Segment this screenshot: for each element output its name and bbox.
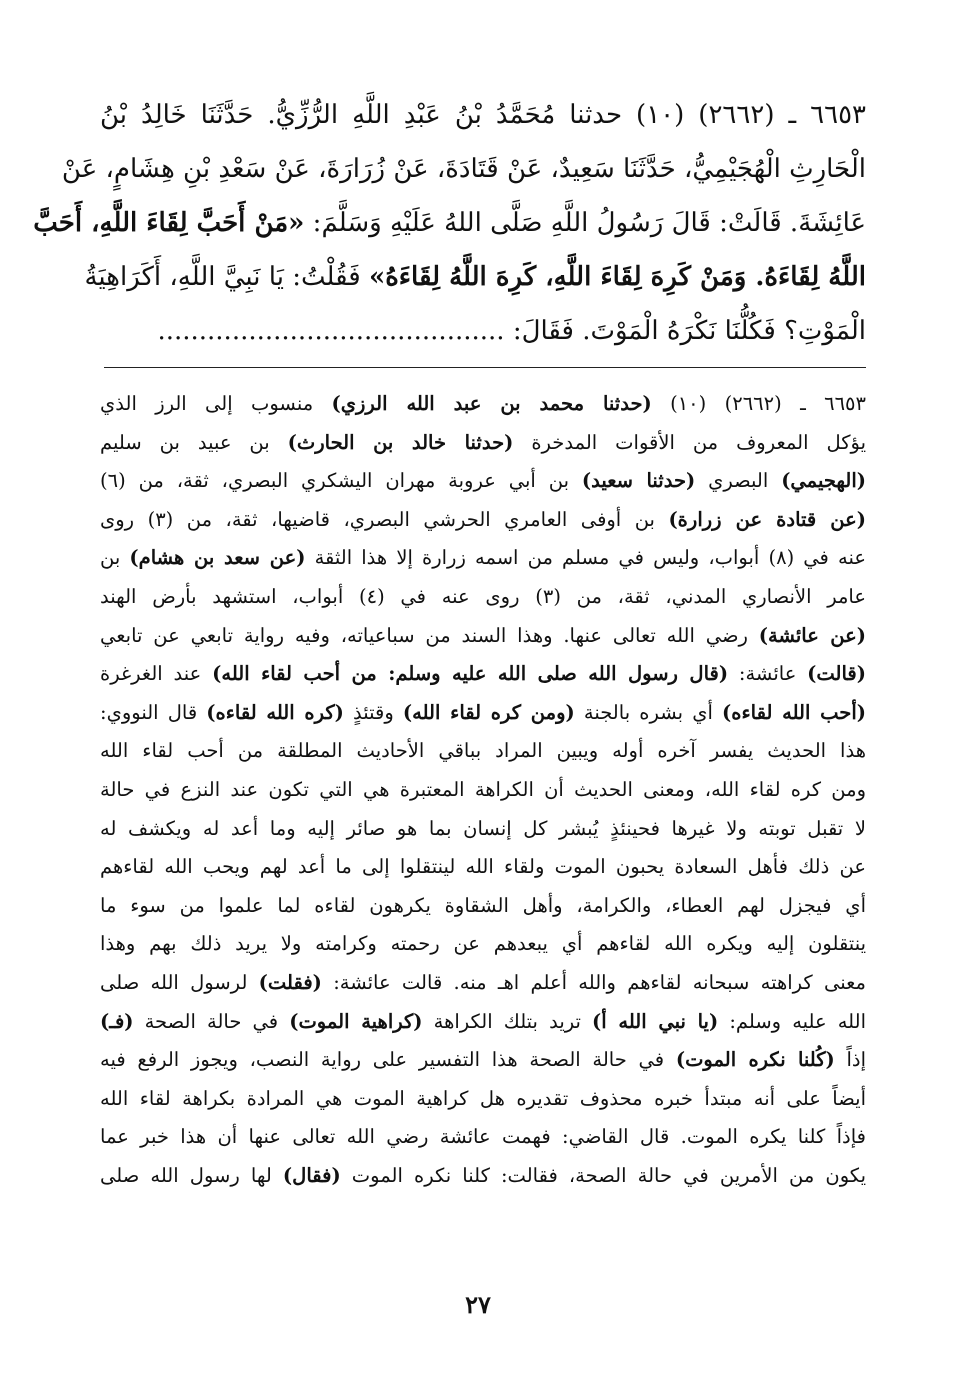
commentary-text-segment: ينتقلون إليه ويكره الله لقاءهم أي يبعدهم عن رحمته وكرامته ولا يريد ذلك بهم وهذا (100, 932, 866, 956)
commentary-text-segment: لها رسول الله صلى (100, 1163, 283, 1187)
section-divider (104, 367, 866, 368)
commentary-line (100, 1003, 866, 1042)
commentary-bold-segment: (حدثنا محمد بن عبد الله الرزي) (331, 392, 652, 415)
commentary-bold-segment: (قال رسول الله صلى الله عليه وسلم: من أحب لقاء الله) (212, 662, 729, 686)
commentary-line (100, 1041, 866, 1080)
commentary-text-segment: أي بشره بالجنة (574, 700, 723, 724)
commentary-bold-segment: (قالت) (807, 662, 866, 686)
hadith-text-segment: فَقُلْتُ: يَا نَبِيَّ اللَّهِ، أَكَرَاهِيَةُ (84, 262, 369, 292)
commentary-text-segment: وقتئذٍ (343, 700, 403, 724)
commentary-bold-segment: (ومن كره لقاء الله) (402, 700, 575, 724)
commentary-line (100, 848, 866, 887)
commentary-bold-segment: (كراهية الموت) (289, 1009, 423, 1033)
commentary-text-segment: بن أبي عروبة مهران اليشكري البصري، ثقة، من (٦) (100, 469, 582, 493)
hadith-text-segment: الْحَارِثِ الْهُجَيْمِيُّ، حَدَّثَنَا سَعِيدٌ، عَنْ قَتَادَةَ، عَنْ زُرَارَةَ، عَنْ سَعْدِ بْنِ هِشَامٍ، عَنْ (61, 154, 866, 184)
commentary-text-segment: رضي الله تعالى عنها. وهذا السند من سباعياته، وفيه رواية تابعي عن تابعي (100, 623, 759, 647)
commentary-text-segment: ٦٦٥٣ ـ (٢٦٦٢) (١٠) (651, 392, 867, 415)
hadith-text-segment: .......................................... (157, 316, 505, 346)
commentary-line (100, 578, 866, 617)
commentary-text-segment: إذاً (834, 1048, 866, 1072)
commentary-text-segment: أي فيجزل لهم العطاء، والكرامة، وأهل الشقاوة يكرهون لقاءه لما علموا من سوء ما (100, 893, 866, 917)
hadith-bold-segment: اللَّهُ لِقَاءَهُ. وَمَنْ كَرِهَ لِقَاءَ اللَّهِ، كَرِهَ اللَّهُ لِقَاءَهُ» (368, 262, 866, 292)
commentary-bold-segment: (أحب الله لقاءه) (722, 700, 866, 724)
commentary-text-segment: ومن كره لقاء الله، ومعنى الحديث أن الكراهة المعتبرة هي التي تكون عند النزع في حالة (100, 777, 866, 801)
commentary-bold-segment: (عن قتادة عن زرارة) (668, 507, 866, 531)
hadith-text-block (33, 88, 867, 358)
commentary-text-segment: تريد بتلك الكراهة (422, 1009, 593, 1033)
commentary-bold-segment: (عن عائشة) (758, 623, 867, 647)
commentary-bold-segment: (حدثنا سعيد) (581, 469, 696, 493)
commentary-text-segment: هذا الحديث يفسر آخره أوله ويبين المراد بباقي الأحاديث المطلقة من أحب لقاء الله (100, 739, 866, 763)
commentary-text-segment: قال النووي: (100, 700, 207, 724)
commentary-bold-segment: (عن سعد بن هشام) (129, 546, 306, 570)
commentary-text-segment: عند الغرغرة (100, 662, 213, 686)
hadith-line (100, 88, 866, 142)
commentary-line (100, 1080, 866, 1119)
commentary-bold-segment: (الهجيمي) (781, 469, 866, 493)
commentary-line (100, 887, 866, 926)
hadith-line (61, 142, 866, 196)
commentary-text-segment: في حالة الصحة (133, 1009, 290, 1033)
commentary-text-segment: عن ذلك فأهل السعادة يحبون الموت ولقاء الله لينتقلوا إلى ما أعد لهم ويحب الله لقاءهم (100, 855, 866, 879)
commentary-text-block (100, 385, 866, 1195)
commentary-line (100, 501, 866, 540)
hadith-text-segment: عَائِشَةَ. قَالَتْ: قَالَ رَسُولُ اللَّهِ صَلَّى اللهُ عَلَيْهِ وَسَلَّمَ: (304, 208, 866, 238)
commentary-line (100, 771, 866, 810)
commentary-bold-segment: (يا نبي الله أ) (592, 1009, 719, 1033)
commentary-text-segment: الله عليه وسلم: (718, 1009, 866, 1033)
commentary-bold-segment: (حدثنا خالد بن الحارث) (287, 430, 514, 454)
commentary-text-segment: فإذاً كلنا يكره الموت. قال القاضي: فهمت عائشة رضي الله تعالى عنها أن هذا خبر عما (100, 1125, 866, 1149)
commentary-text-segment: عامر الأنصاري المدني، ثقة، من (٣) روى عنه في (٤) أبواب، استشهد بأرض الهند (100, 584, 867, 608)
commentary-line (100, 1118, 866, 1157)
commentary-line (100, 925, 866, 964)
commentary-text-segment: عنه في (٨) أبواب، وليس في مسلم من اسمه زرارة إلا هذا الثقة (305, 546, 866, 570)
commentary-text-segment: لرسول الله صلى (100, 970, 259, 994)
commentary-line (100, 964, 866, 1003)
commentary-bold-segment: (فـ) (100, 1009, 134, 1033)
commentary-line (100, 385, 866, 424)
commentary-line (100, 462, 866, 501)
commentary-text-segment: يكون من الأمرين في حالة الصحة، فقالت: كلنا نكره الموت (340, 1163, 866, 1187)
commentary-line (100, 1157, 866, 1196)
commentary-bold-segment: (كره الله لقاءه) (206, 700, 344, 724)
hadith-line (33, 196, 866, 250)
commentary-text-segment: بن عبيد بن سليم (100, 430, 288, 454)
commentary-text-segment: بن (100, 546, 130, 570)
commentary-text-segment: عائشة: (728, 662, 808, 686)
commentary-line (100, 694, 866, 733)
commentary-line (100, 617, 866, 656)
commentary-text-segment: بن أوفى العامري الحرشي البصري، قاضيها، ثقة، من (٣) روى (100, 507, 669, 531)
commentary-line (100, 424, 866, 463)
hadith-line (100, 304, 866, 358)
commentary-line (100, 539, 866, 578)
commentary-line (100, 732, 866, 771)
commentary-text-segment: في حالة الصحة هذا التفسير على رواية النصب، ويجوز الرفع فيه (100, 1048, 676, 1072)
page-number: ٢٧ (465, 1290, 491, 1319)
commentary-line (100, 655, 866, 694)
commentary-bold-segment: (فقلت) (258, 970, 322, 994)
commentary-text-segment: البصري (695, 469, 782, 493)
commentary-text-segment: أيضاً على أنه مبتدأ خبره محذوف تقديره هل كراهية الموت هي المرادة بكراهة لقاء الله (100, 1086, 866, 1110)
commentary-text-segment: يؤكل المعروف من الأقوات المدخرة (513, 430, 867, 454)
commentary-bold-segment: (فقال) (282, 1163, 341, 1187)
commentary-line (100, 810, 866, 849)
hadith-text-segment: الْمَوْتِ؟ فَكُلُّنَا نَكْرَهُ الْمَوْتَ. فَقَالَ: (504, 316, 866, 346)
commentary-text-segment: لا تقبل توبته ولا غيرها فحينئذٍ يُبشر كل إنسان بما هو صائر إليه وما أعد له ويكشف له (100, 816, 866, 840)
commentary-text-segment: منسوب إلى الرز الذي (100, 392, 332, 415)
hadith-line (84, 250, 866, 304)
commentary-bold-segment: (كُلنا نكره الموت) (675, 1048, 835, 1072)
hadith-bold-segment: «مَنْ أَحَبَّ لِقَاءَ اللَّهِ، أَحَبَّ (33, 208, 305, 238)
commentary-text-segment: معنى كراهته سبحانه لقاءهم والله أعلم اهـ منه. قالت عائشة: (321, 970, 866, 994)
hadith-text-segment: ٦٦٥٣ ـ (٢٦٦٢) (١٠) حدثنا مُحَمَّدُ بْنُ عَبْدِ اللَّهِ الرُّزِّيُّ. حَدَّثَنَا خَالِدُ بْنُ (100, 100, 867, 130)
